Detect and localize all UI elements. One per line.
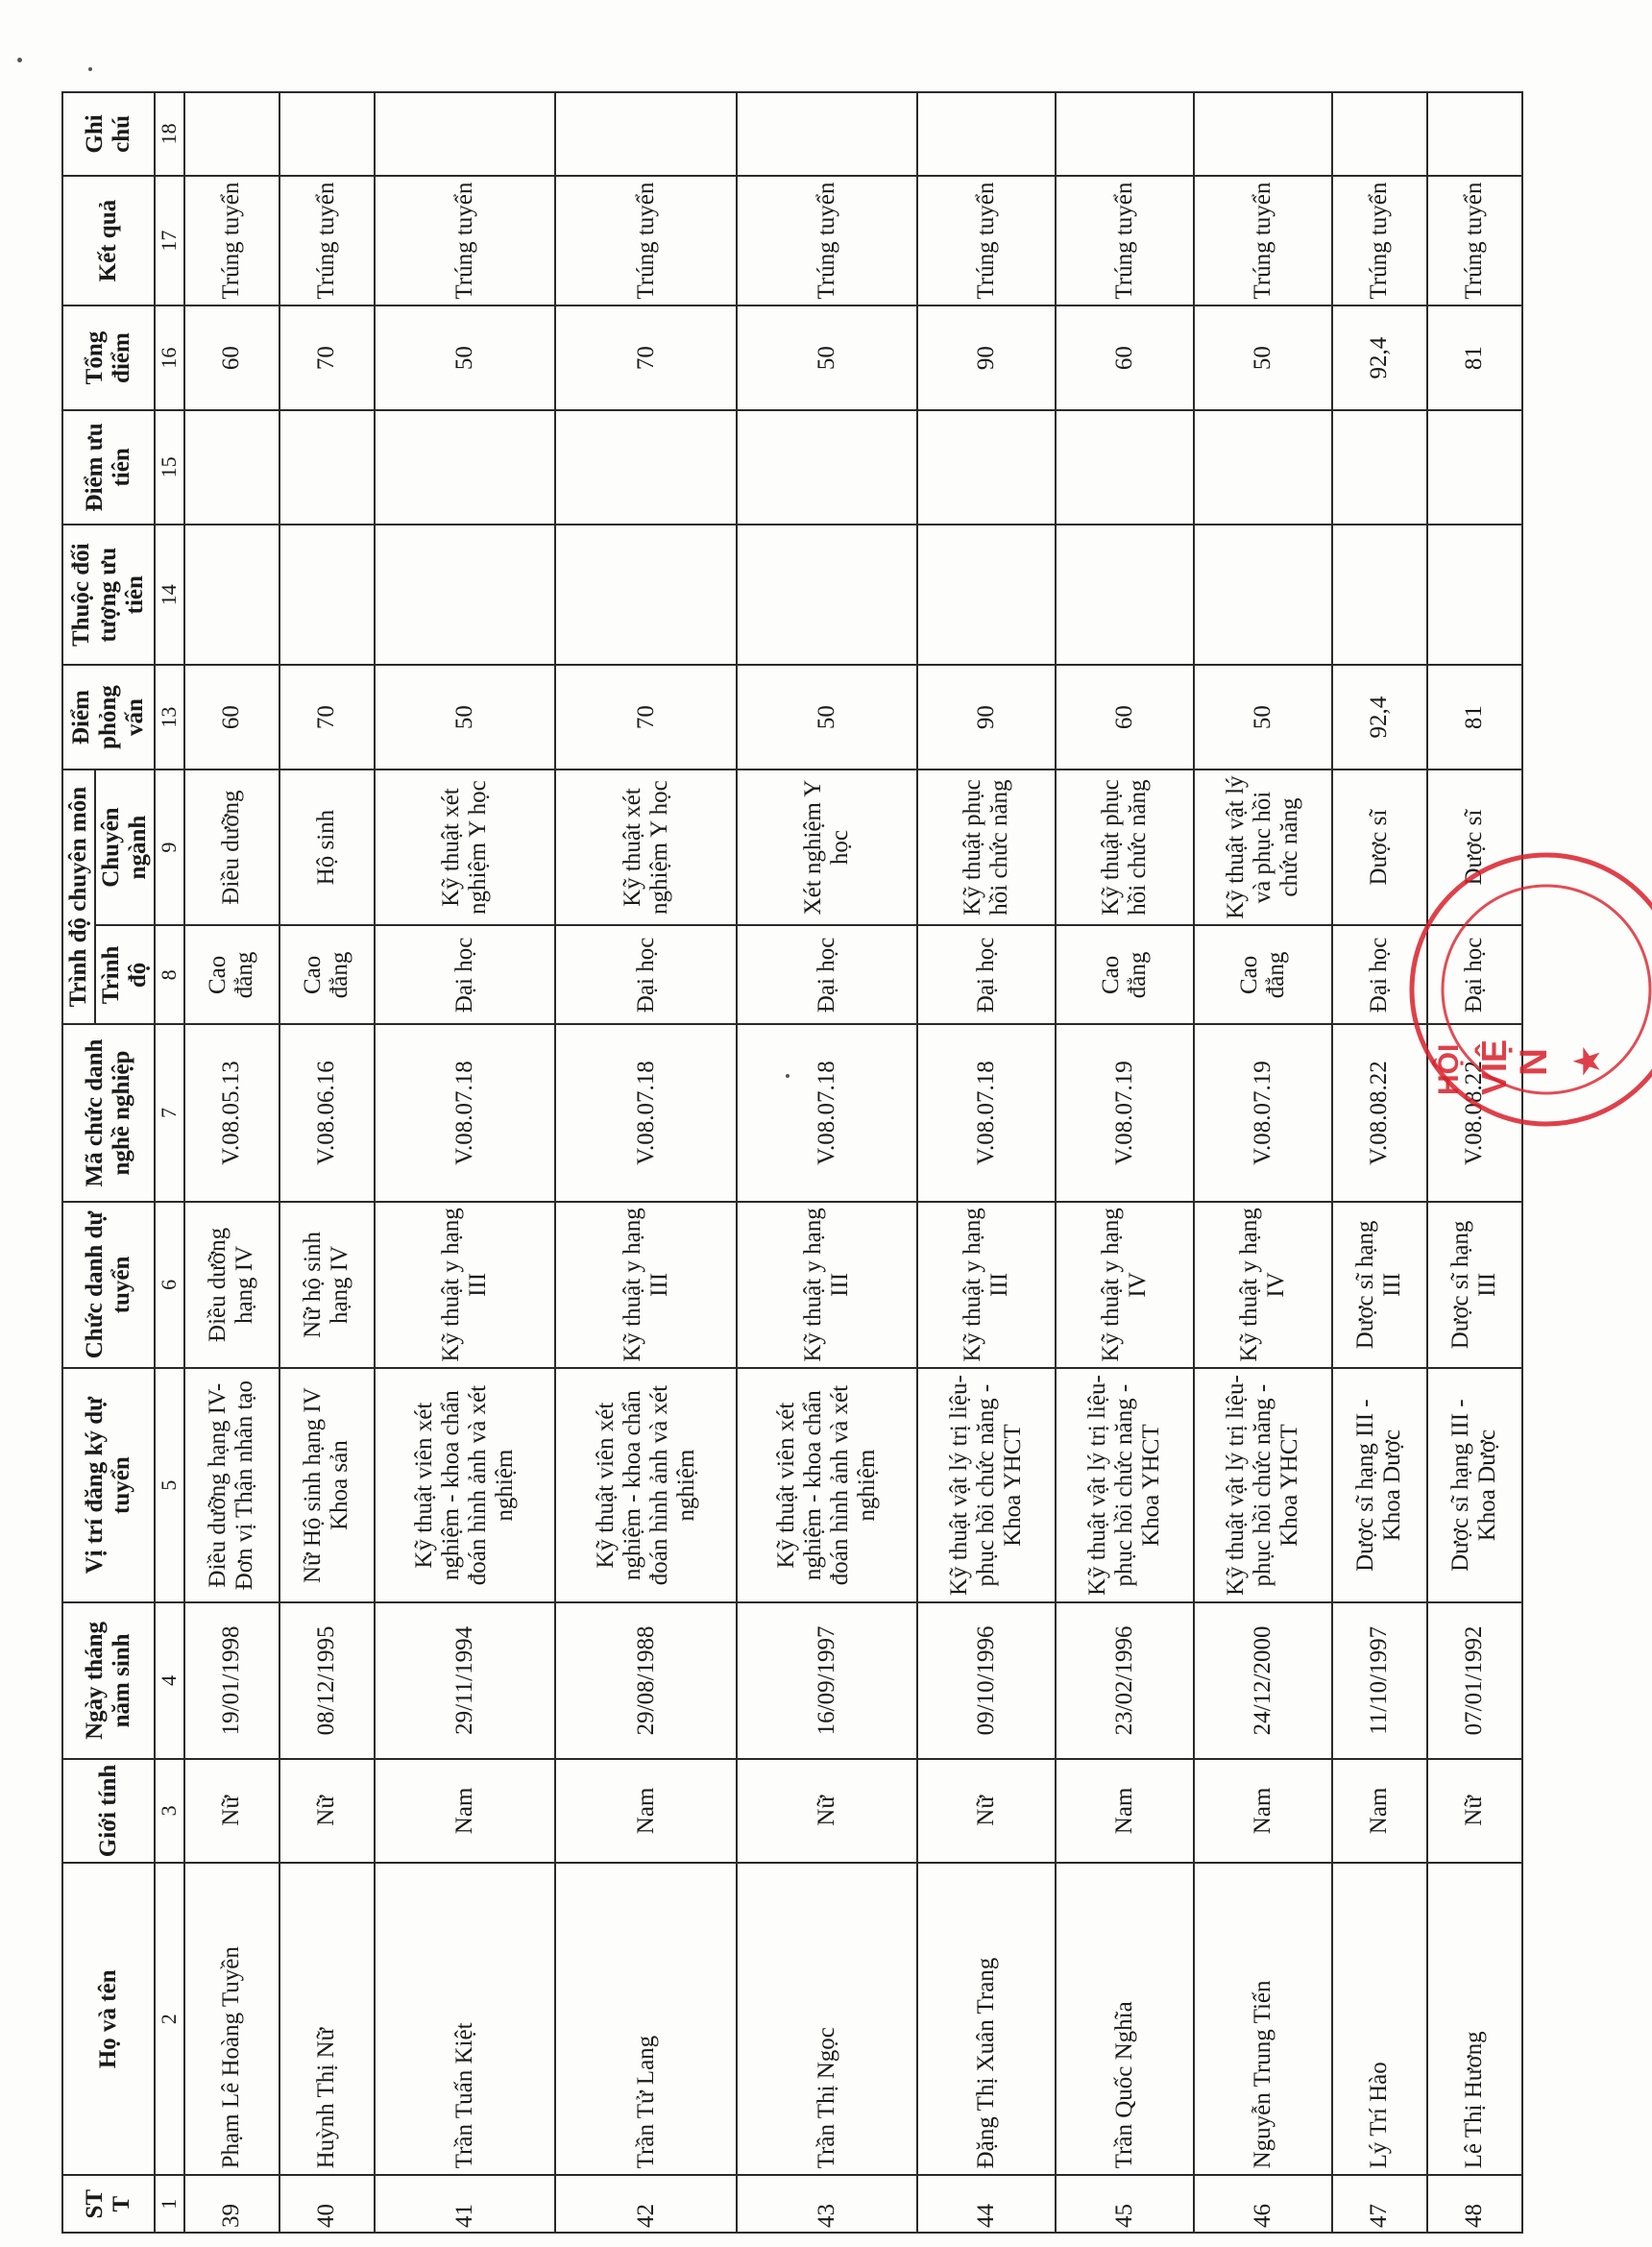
col-index: 2: [155, 1863, 184, 2175]
header-note: Ghi chú: [62, 92, 155, 176]
cell-title: Kỹ thuật y hạng IV: [1194, 1202, 1332, 1368]
cell-gender: Nam: [1194, 1759, 1332, 1863]
cell-position: Kỹ thuật vật lý trị liệu- phục hồi chức năng - Khoa YHCT: [917, 1368, 1056, 1602]
cell-dob: 07/01/1992: [1427, 1602, 1522, 1759]
cell-priority-score: [279, 410, 375, 525]
cell-level: Cao đẳng: [184, 925, 279, 1024]
cell-title: Dược sĩ hạng III: [1427, 1202, 1522, 1368]
cell-title: Kỹ thuật y hạng III: [737, 1202, 918, 1368]
cell-position: Dược sĩ hạng III - Khoa Dược: [1332, 1368, 1427, 1602]
header-stt: ST T: [62, 2175, 155, 2233]
cell-total: 60: [1056, 305, 1194, 409]
cell-total: 50: [1194, 305, 1332, 409]
col-index: 18: [155, 92, 184, 176]
cell-title: Nữ hộ sinh hạng IV: [279, 1202, 375, 1368]
scan-speck: [786, 1074, 790, 1078]
cell-title: Kỹ thuật y hạng III: [375, 1202, 556, 1368]
cell-gender: Nữ: [184, 1759, 279, 1863]
cell-code: V.08.07.18: [555, 1024, 737, 1201]
cell-note: [1056, 92, 1194, 176]
cell-priority-score: [555, 410, 737, 525]
header-interview: Điểm phỏng vấn: [62, 665, 155, 769]
cell-result: Trúng tuyển: [375, 176, 556, 306]
cell-level: Cao đẳng: [1056, 925, 1194, 1024]
stamp-text-low: N: [1513, 1048, 1555, 1076]
cell-position: Kỹ thuật viên xét nghiệm - khoa chẩn đoán hình ảnh và xét nghiệm: [737, 1368, 918, 1602]
rotated-document: [61, 91, 1523, 2234]
cell-name: Lê Thị Hương: [1427, 1863, 1522, 2175]
cell-major: Kỹ thuật xét nghiệm Y học: [555, 769, 737, 926]
cell-total: 60: [184, 305, 279, 409]
cell-level: Đại học: [737, 925, 918, 1024]
cell-name: Đặng Thị Xuân Trang: [917, 1863, 1056, 2175]
cell-note: [375, 92, 556, 176]
cell-interview: 90: [917, 665, 1056, 769]
cell-code: V.08.07.18: [917, 1024, 1056, 1201]
cell-total: 81: [1427, 305, 1522, 409]
cell-position: Kỹ thuật vật lý trị liệu- phục hồi chức năng - Khoa YHCT: [1056, 1368, 1194, 1602]
cell-position: Kỹ thuật viên xét nghiệm - khoa chẩn đoán hình ảnh và xét nghiệm: [375, 1368, 556, 1602]
cell-position: Kỹ thuật viên xét nghiệm - khoa chẩn đoán hình ảnh và xét nghiệm: [555, 1368, 737, 1602]
header-title: Chức danh dự tuyển: [62, 1202, 155, 1368]
header-row-1: [62, 92, 95, 2233]
cell-title: Kỹ thuật y hạng III: [555, 1202, 737, 1368]
cell-position: Kỹ thuật vật lý trị liệu- phục hồi chức năng - Khoa YHCT: [1194, 1368, 1332, 1602]
stamp-text-top: HỘI: [1433, 1043, 1465, 1095]
col-index: 7: [155, 1024, 184, 1201]
col-index: 13: [155, 665, 184, 769]
cell-note: [1332, 92, 1427, 176]
header-code: Mã chức danh nghề nghiệp: [62, 1024, 155, 1201]
header-result: Kết quả: [62, 176, 155, 306]
table-row: [375, 92, 556, 2233]
header-name: Họ và tên: [62, 1863, 155, 2175]
cell-dob: 08/12/1995: [279, 1602, 375, 1759]
cell-stt: 43: [737, 2175, 918, 2233]
header-qual-level: Trình độ: [95, 925, 155, 1024]
cell-title: Điều dưỡng hạng IV: [184, 1202, 279, 1368]
cell-dob: 29/08/1988: [555, 1602, 737, 1759]
cell-code: V.08.08.22: [1332, 1024, 1427, 1201]
cell-priority-group: [375, 525, 556, 665]
cell-result: Trúng tuyển: [737, 176, 918, 306]
cell-result: Trúng tuyển: [555, 176, 737, 306]
cell-major: Kỹ thuật phục hồi chức năng: [1056, 769, 1194, 926]
cell-gender: Nữ: [279, 1759, 375, 1863]
scan-speck: [88, 67, 92, 71]
col-index: 8: [155, 925, 184, 1024]
table-row: [1056, 92, 1194, 2233]
header-qualification: Trình độ chuyên môn: [62, 769, 95, 1025]
cell-gender: Nữ: [917, 1759, 1056, 1863]
cell-priority-score: [1427, 410, 1522, 525]
cell-interview: 50: [737, 665, 918, 769]
cell-name: Trần Quốc Nghĩa: [1056, 1863, 1194, 2175]
header-priority-group: Thuộc đối tượng ưu tiên: [62, 525, 155, 665]
cell-position: Điều dưỡng hạng IV- Đơn vị Thận nhân tạo: [184, 1368, 279, 1602]
col-index: 14: [155, 525, 184, 665]
table-body: [184, 92, 1522, 2233]
cell-stt: 47: [1332, 2175, 1427, 2233]
cell-major: Dược sĩ: [1427, 769, 1522, 926]
col-index: 6: [155, 1202, 184, 1368]
cell-code: V.08.07.18: [737, 1024, 918, 1201]
cell-major: Xét nghiệm Y học: [737, 769, 918, 926]
cell-stt: 45: [1056, 2175, 1194, 2233]
cell-note: [1427, 92, 1522, 176]
cell-dob: 29/11/1994: [375, 1602, 556, 1759]
official-stamp: [1433, 865, 1652, 1191]
header-gender: Giới tính: [62, 1759, 155, 1863]
cell-interview: 70: [279, 665, 375, 769]
table-row: [917, 92, 1056, 2233]
cell-total: 70: [555, 305, 737, 409]
cell-interview: 81: [1427, 665, 1522, 769]
header-qual-major: Chuyên ngành: [95, 769, 155, 926]
col-index: 1: [155, 2175, 184, 2233]
header-position: Vị trí đăng ký dự tuyển: [62, 1368, 155, 1602]
column-index-row: [155, 92, 184, 2233]
cell-priority-group: [917, 525, 1056, 665]
cell-result: Trúng tuyển: [279, 176, 375, 306]
cell-name: Huỳnh Thị Nữ: [279, 1863, 375, 2175]
cell-name: Trần Tuấn Kiệt: [375, 1863, 556, 2175]
table-row: [1194, 92, 1332, 2233]
cell-stt: 48: [1427, 2175, 1522, 2233]
recruitment-results-table: [61, 91, 1523, 2234]
cell-interview: 50: [1194, 665, 1332, 769]
cell-dob: 11/10/1997: [1332, 1602, 1427, 1759]
cell-priority-group: [1056, 525, 1194, 665]
cell-code: V.08.08.22: [1427, 1024, 1522, 1201]
cell-priority-group: [737, 525, 918, 665]
cell-note: [555, 92, 737, 176]
col-index: 17: [155, 176, 184, 306]
cell-code: V.08.07.18: [375, 1024, 556, 1201]
cell-result: Trúng tuyển: [917, 176, 1056, 306]
cell-note: [1194, 92, 1332, 176]
cell-gender: Nam: [555, 1759, 737, 1863]
cell-gender: Nam: [1332, 1759, 1427, 1863]
col-index: 3: [155, 1759, 184, 1863]
col-index: 16: [155, 305, 184, 409]
cell-priority-score: [1056, 410, 1194, 525]
cell-name: Trần Thị Ngọc: [737, 1863, 918, 2175]
cell-note: [184, 92, 279, 176]
cell-stt: 41: [375, 2175, 556, 2233]
cell-major: Điều dưỡng: [184, 769, 279, 926]
cell-dob: 09/10/1996: [917, 1602, 1056, 1759]
cell-major: Hộ sinh: [279, 769, 375, 926]
cell-note: [279, 92, 375, 176]
cell-position: Dược sĩ hạng III - Khoa Dược: [1427, 1368, 1522, 1602]
cell-result: Trúng tuyển: [1194, 176, 1332, 306]
stamp-star-icon: ★: [1569, 1046, 1606, 1076]
cell-total: 50: [375, 305, 556, 409]
cell-note: [737, 92, 918, 176]
cell-result: Trúng tuyển: [1427, 176, 1522, 306]
cell-major: Dược sĩ: [1332, 769, 1427, 926]
table-row: [184, 92, 279, 2233]
cell-total: 70: [279, 305, 375, 409]
cell-interview: 60: [184, 665, 279, 769]
cell-stt: 44: [917, 2175, 1056, 2233]
table-row: [279, 92, 375, 2233]
cell-code: V.08.07.19: [1194, 1024, 1332, 1201]
cell-result: Trúng tuyển: [1332, 176, 1427, 306]
cell-position: Nữ Hộ sinh hạng IV Khoa sản: [279, 1368, 375, 1602]
cell-dob: 19/01/1998: [184, 1602, 279, 1759]
cell-total: 50: [737, 305, 918, 409]
cell-dob: 16/09/1997: [737, 1602, 918, 1759]
cell-stt: 46: [1194, 2175, 1332, 2233]
cell-result: Trúng tuyển: [1056, 176, 1194, 306]
cell-interview: 92,4: [1332, 665, 1427, 769]
scan-speck: [17, 58, 22, 62]
cell-gender: Nữ: [737, 1759, 918, 1863]
cell-title: Kỹ thuật y hạng IV: [1056, 1202, 1194, 1368]
cell-code: V.08.06.16: [279, 1024, 375, 1201]
cell-major: Kỹ thuật xét nghiệm Y học: [375, 769, 556, 926]
header-dob: Ngày tháng năm sinh: [62, 1602, 155, 1759]
cell-priority-score: [184, 410, 279, 525]
table-row: [555, 92, 737, 2233]
cell-priority-group: [1332, 525, 1427, 665]
cell-result: Trúng tuyển: [184, 176, 279, 306]
cell-priority-score: [737, 410, 918, 525]
cell-gender: Nữ: [1427, 1759, 1522, 1863]
cell-stt: 42: [555, 2175, 737, 2233]
cell-level: Đại học: [917, 925, 1056, 1024]
cell-dob: 23/02/1996: [1056, 1602, 1194, 1759]
col-index: 9: [155, 769, 184, 926]
cell-level: Cao đẳng: [1194, 925, 1332, 1024]
cell-code: V.08.07.19: [1056, 1024, 1194, 1201]
cell-priority-group: [555, 525, 737, 665]
cell-title: Kỹ thuật y hạng III: [917, 1202, 1056, 1368]
cell-level: Đại học: [1427, 925, 1522, 1024]
table-row: [737, 92, 918, 2233]
cell-priority-score: [917, 410, 1056, 525]
cell-level: Đại học: [555, 925, 737, 1024]
cell-name: Phạm Lê Hoàng Tuyền: [184, 1863, 279, 2175]
cell-gender: Nam: [375, 1759, 556, 1863]
cell-title: Dược sĩ hạng III: [1332, 1202, 1427, 1368]
cell-name: Trần Tử Lang: [555, 1863, 737, 2175]
col-index: 4: [155, 1602, 184, 1759]
cell-name: Nguyễn Trung Tiến: [1194, 1863, 1332, 2175]
cell-level: Cao đẳng: [279, 925, 375, 1024]
stamp-text-mid: VIỆ: [1474, 1038, 1514, 1095]
cell-total: 92,4: [1332, 305, 1427, 409]
cell-stt: 39: [184, 2175, 279, 2233]
cell-interview: 70: [555, 665, 737, 769]
cell-priority-group: [184, 525, 279, 665]
cell-priority-score: [1332, 410, 1427, 525]
cell-priority-group: [1194, 525, 1332, 665]
cell-priority-group: [1427, 525, 1522, 665]
cell-level: Đại học: [1332, 925, 1427, 1024]
cell-name: Lý Trí Hào: [1332, 1863, 1427, 2175]
cell-priority-score: [375, 410, 556, 525]
cell-gender: Nam: [1056, 1759, 1194, 1863]
col-index: 5: [155, 1368, 184, 1602]
header-priority-score: Điểm ưu tiên: [62, 410, 155, 525]
cell-total: 90: [917, 305, 1056, 409]
cell-priority-score: [1194, 410, 1332, 525]
cell-interview: 60: [1056, 665, 1194, 769]
cell-level: Đại học: [375, 925, 556, 1024]
table-row: [1332, 92, 1427, 2233]
col-index: 15: [155, 410, 184, 525]
cell-note: [917, 92, 1056, 176]
cell-priority-group: [279, 525, 375, 665]
cell-dob: 24/12/2000: [1194, 1602, 1332, 1759]
cell-major: Kỹ thuật phục hồi chức năng: [917, 769, 1056, 926]
header-total: Tổng điểm: [62, 305, 155, 409]
cell-interview: 50: [375, 665, 556, 769]
cell-stt: 40: [279, 2175, 375, 2233]
cell-code: V.08.05.13: [184, 1024, 279, 1201]
cell-major: Kỹ thuật vật lý và phục hồi chức năng: [1194, 769, 1332, 926]
